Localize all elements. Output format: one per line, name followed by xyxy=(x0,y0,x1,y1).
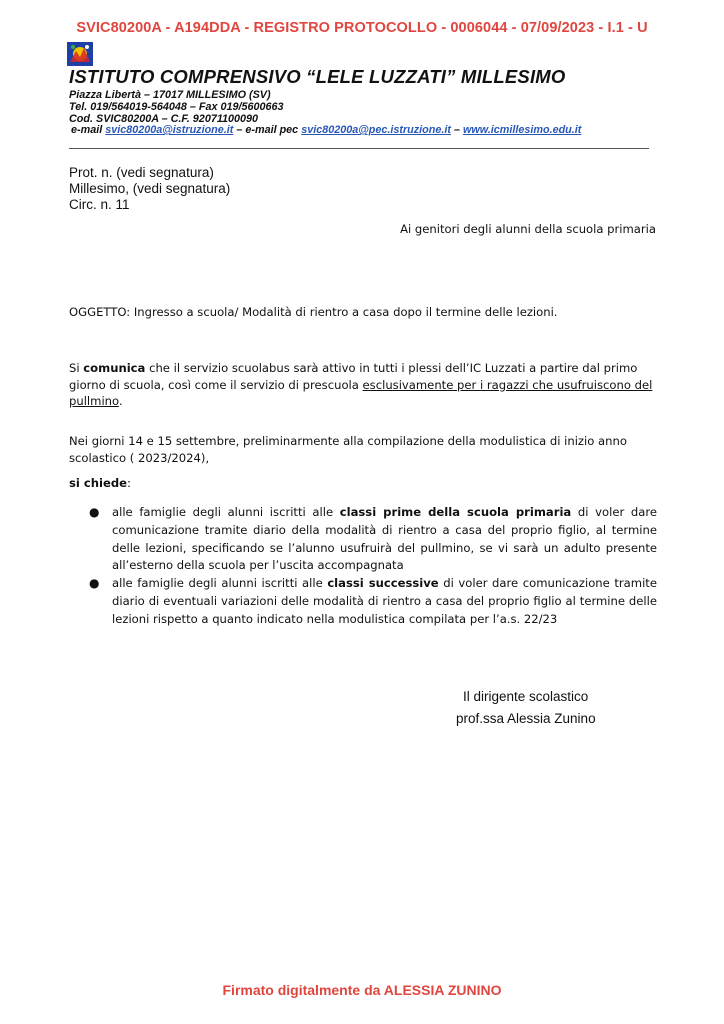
bullet-text: alle famiglie degli alunni iscritti alle xyxy=(112,576,328,591)
subject-line: OGGETTO: Ingresso a scuola/ Modalità di rientro a casa dopo il termine delle lezioni. xyxy=(69,305,558,319)
bullet-bold: classi successive xyxy=(327,576,439,591)
school-address: Piazza Libertà – 17017 MILLESIMO (SV) xyxy=(69,89,271,101)
para1-bold: comunica xyxy=(83,361,146,375)
request-colon: : xyxy=(127,476,131,490)
digital-signature-stamp: Firmato digitalmente da ALESSIA ZUNINO xyxy=(222,982,502,998)
list-item xyxy=(69,575,657,628)
email-link[interactable]: svic80200a@istruzione.it xyxy=(105,124,234,136)
para1-end: . xyxy=(118,394,123,408)
bullet-icon: ● xyxy=(89,505,100,519)
pec-label: – e-mail pec xyxy=(236,124,299,136)
bullet-text: di voler dare comunicazione tramite diario di eventuali variazioni delle modalità di rientro a casa del proprio figlio al termine delle lezioni rispetto a quanto indicato nella modulistica compilata per l’a.s. 22/23 xyxy=(112,576,657,626)
protocol-stamp: SVIC80200A - A194DDA - REGISTRO PROTOCOLLO - 0006044 - 07/09/2023 - I.1 - U xyxy=(76,20,648,36)
list-item xyxy=(69,504,657,575)
contact-line xyxy=(71,124,581,136)
school-emblem-icon xyxy=(67,42,93,66)
circular-number: Circ. n. 11 xyxy=(69,197,130,212)
para1-lead: Si xyxy=(69,361,84,375)
para1-rest: che il servizio scuolabus sarà attivo in tutti i plessi dell’IC Luzzati a partire dal primo giorno di scuola, così come il servizio di prescuola xyxy=(69,361,638,392)
signature-name: prof.ssa Alessia Zunino xyxy=(456,711,596,726)
website-link[interactable]: www.icmillesimo.edu.it xyxy=(462,124,582,136)
addressee: Ai genitori degli alunni della scuola primaria xyxy=(400,222,656,236)
bullet-text: di voler dare comunicazione tramite diario della modalità di rientro a casa del proprio figlio, al termine delle lezioni, specificando se l’alunno usufruirà del pullmino, se vi sarà un adulto presente all’esterno della scuola per l’uscita accompagnata xyxy=(112,505,657,573)
header-divider xyxy=(69,148,649,149)
request-list xyxy=(69,504,657,629)
bullet-text: alle famiglie degli alunni iscritti alle xyxy=(112,505,340,519)
place-date: Millesimo, (vedi segnatura) xyxy=(69,181,231,196)
request-intro xyxy=(69,475,657,492)
para1-underlined: esclusivamente per i ragazzi che usufruiscono del pullmino xyxy=(69,377,653,408)
link-separator: – xyxy=(453,124,460,136)
email-label: e-mail xyxy=(71,124,103,136)
protocol-number: Prot. n. (vedi segnatura) xyxy=(69,165,214,180)
paragraph-service xyxy=(69,360,657,410)
request-bold: si chiede xyxy=(69,476,128,490)
school-name: ISTITUTO COMPRENSIVO “LELE LUZZATI” MILLESIMO xyxy=(69,66,566,87)
bullet-bold: classi prime della scuola primaria xyxy=(339,505,572,519)
bullet-icon: ● xyxy=(89,576,100,591)
pec-link[interactable]: svic80200a@pec.istruzione.it xyxy=(301,124,451,136)
signature-role: Il dirigente scolastico xyxy=(463,689,589,704)
paragraph-dates: Nei giorni 14 e 15 settembre, preliminarmente alla compilazione della modulistica di inizio anno scolastico ( 2023/2024), xyxy=(69,434,627,465)
school-phone: Tel. 019/564019-564048 – Fax 019/5600663 xyxy=(69,101,284,113)
school-codes: Cod. SVIC80200A – C.F. 92071100090 xyxy=(69,113,259,125)
